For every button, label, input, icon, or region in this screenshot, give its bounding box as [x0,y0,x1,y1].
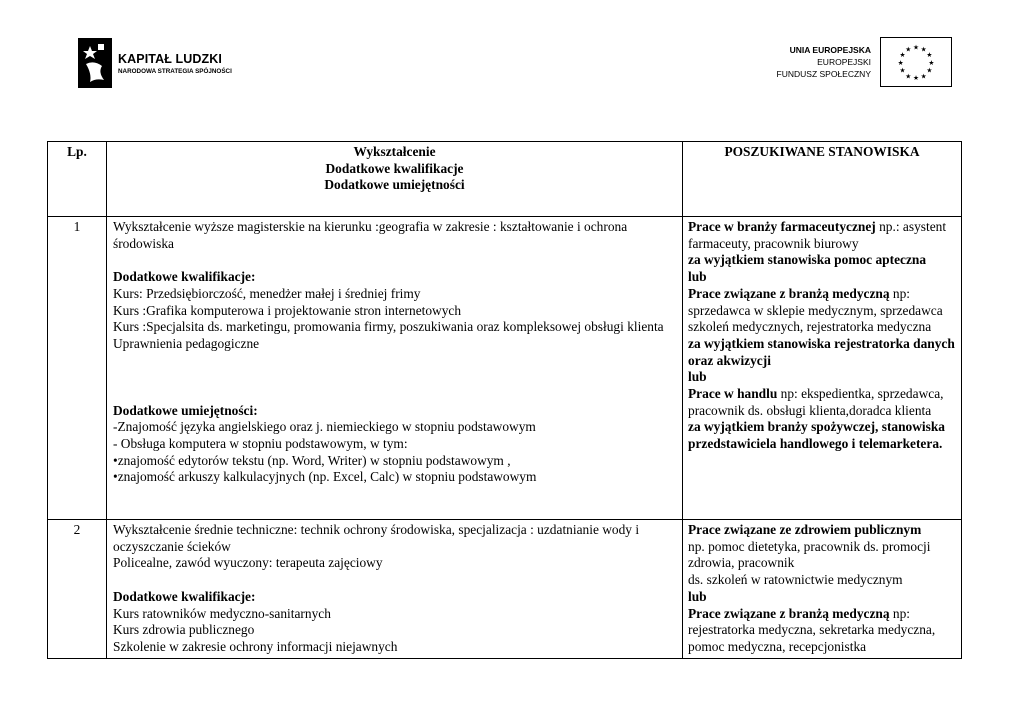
header-education-line: Dodatkowe umiejętności [324,177,465,193]
kapital-ludzki-title: KAPITAŁ LUDZKI [118,52,222,66]
qualifications-heading: Dodatkowe kwalifikacje: [113,588,256,604]
kapital-ludzki-emblem-icon [78,38,112,88]
svg-text:★: ★ [899,51,906,60]
position-block [688,286,957,336]
header-positions: POSZUKIWANE STANOWISKA [683,142,962,217]
table-row [48,217,962,520]
qualification-item: Kurs: Przedsiębiorczość, menedżer małej i średniej frimy [113,285,421,301]
qualification-item: Kurs zdrowia publicznego [113,622,255,638]
position-exception: za wyjątkiem stanowiska rejestratorka danych oraz akwizycji [688,335,955,368]
svg-text:★: ★ [905,72,912,81]
qualification-item: Kurs ratowników medyczno-sanitarnych [113,605,331,621]
skill-item: -Znajomość języka angielskiego oraz j. niemieckiego w stopniu podstawowym [113,419,536,435]
row-lp: 2 [48,520,107,659]
svg-text:★: ★ [920,45,927,54]
svg-text:★: ★ [897,58,904,67]
position-block [688,386,957,419]
svg-text:★: ★ [928,58,935,67]
eu-logo [770,36,955,88]
education-text: Policealne, zawód wyuczony: terapeuta zajęciowy [113,555,383,571]
row-positions-cell [683,217,962,520]
position-or: lub [688,269,707,285]
row-education-cell [107,217,683,520]
table-header-row [48,142,962,217]
row-lp: 1 [48,217,107,520]
skill-item: - Obsługa komputera w stopniu podstawowym, w tym: [113,436,408,452]
svg-text:★: ★ [899,66,906,75]
header-education-line: Wykształcenie [353,144,436,159]
position-examples: np: ekspedientka, sprzedawca, pracownik ds. obsługi klienta,doradca klienta [688,386,944,418]
qualifications-heading: Dodatkowe kwalifikacje: [113,269,256,285]
position-category: Prace związane ze zdrowiem publicznym [688,522,922,537]
position-block [688,219,957,252]
education-text: Wykształcenie wyższe magisterskie na kierunku :geografia w zakresie : kształtowanie i ochrona środowiska [113,219,628,251]
position-exception: za wyjątkiem branży spożywczej, stanowiska przedstawiciela handlowego i telemarketera. [688,419,945,452]
position-examples: np. pomoc dietetyka, pracownik ds. promocji zdrowia, pracownik [688,538,931,571]
svg-text:★: ★ [912,74,920,83]
eu-flag-icon [880,37,952,87]
skill-item: •znajomość arkuszy kalkulacyjnych (np. Excel, Calc) w stopniu podstawowym [113,469,537,485]
qualification-item: Kurs :Grafika komputerowa i projektowanie stron internetowych [113,302,462,318]
svg-text:★: ★ [920,72,927,81]
header-education-line: Dodatkowe kwalifikacje [325,160,464,176]
eu-line-1: UNIA EUROPEJSKA [789,45,871,55]
kapital-ludzki-subtitle: NARODOWA STRATEGIA SPÓJNOŚCI [118,68,232,75]
position-category: Prace związane z branżą medyczną [688,605,890,621]
header-lp: Lp. [48,142,107,217]
eu-line-2: EUROPEJSKI [817,57,871,67]
skills-heading: Dodatkowe umiejętności: [113,402,258,418]
kapital-ludzki-logo [78,38,238,90]
table-row [48,520,962,659]
svg-text:★: ★ [926,51,933,60]
row-positions-cell [683,520,962,659]
qualification-item: Uprawnienia pedagogiczne [113,335,260,351]
qualification-item: Kurs :Specjalsita ds. marketingu, promowania firmy, poszukiwania oraz kompleksowej obsługi klienta [113,319,664,335]
position-examples: np: rejestratorka medyczna, sekretarka medyczna, pomoc medyczna, recepcjonistka [688,605,936,654]
svg-text:★: ★ [926,66,933,75]
position-exception: za wyjątkiem stanowiska pomoc apteczna [688,252,927,268]
skill-item: •znajomość edytorów tekstu (np. Word, Writer) w stopniu podstawowym , [113,452,511,468]
position-examples: ds. szkoleń w ratownictwie medycznym [688,572,903,588]
row-education-cell [107,520,683,659]
position-category: Prace w branży farmaceutycznej [688,219,876,234]
position-examples: np: sprzedawca w sklepie medycznym, sprzedawca szkoleń medycznych, rejestratorka medyczna [688,285,943,335]
positions-table [47,141,962,659]
header-education [107,142,683,217]
eu-text-block [777,44,871,80]
position-or: lub [688,369,707,385]
svg-text:★: ★ [912,43,920,52]
position-block [688,606,957,656]
position-examples: np.: asystent farmaceuty, pracownik biurowy [688,219,947,251]
eu-line-3: FUNDUSZ SPOŁECZNY [776,69,871,79]
education-text: Wykształcenie średnie techniczne: technik ochrony środowiska, specjalizacja : uzdatnianie wody i oczyszczanie ścieków [113,522,640,554]
position-category: Prace w handlu [688,386,778,402]
position-category: Prace związane z branżą medyczną [688,285,890,301]
position-or: lub [688,588,707,604]
svg-text:★: ★ [905,45,912,54]
qualification-item: Szkolenie w zakresie ochrony informacji niejawnych [113,638,398,654]
